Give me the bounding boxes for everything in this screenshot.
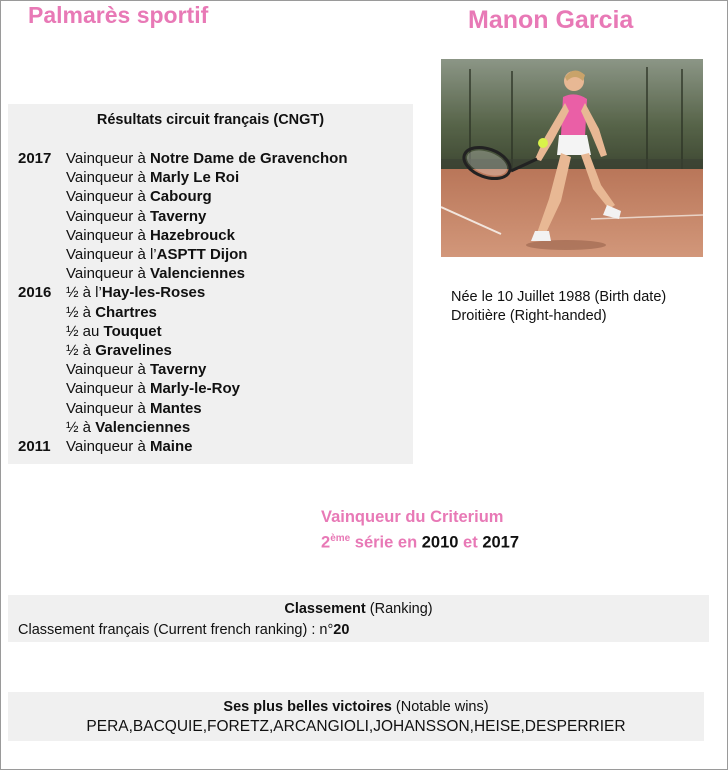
wins-heading-rest: (Notable wins) — [391, 699, 489, 715]
player-bio — [451, 288, 666, 326]
result-prefix: Vainqueur à — [66, 169, 150, 187]
result-place: Cabourg — [149, 188, 212, 206]
result-place: Chartres — [95, 303, 157, 321]
result-place: ASPTT Dijon — [156, 246, 248, 263]
result-text — [66, 208, 206, 225]
handedness: Droitière (Right-handed) — [451, 308, 607, 324]
criterium-line2 — [321, 528, 519, 554]
wins-heading-bold: Ses plus belles victoires — [223, 699, 392, 715]
result-text — [66, 265, 245, 282]
result-prefix: ½ à — [66, 342, 96, 359]
criterium-year-1: 2010 — [421, 533, 459, 552]
result-year: 2016 — [18, 284, 52, 302]
result-place: Taverny — [149, 361, 207, 379]
results-panel — [8, 104, 413, 464]
wins-heading — [8, 699, 704, 715]
criterium-year-2: 2017 — [482, 533, 520, 552]
result-prefix: Vainqueur à l’ — [66, 246, 157, 263]
result-year: 2011 — [18, 438, 51, 455]
wins-panel — [8, 692, 704, 741]
player-name: Manon Garcia — [468, 6, 634, 34]
result-text — [66, 342, 172, 359]
result-text — [66, 380, 240, 397]
result-place: Valenciennes — [149, 265, 246, 283]
result-year: 2017 — [18, 150, 52, 167]
ranking-heading-rest: (Ranking) — [365, 601, 433, 617]
section-title: Palmarès sportif — [28, 2, 209, 28]
result-place: Hay-les-Roses — [101, 284, 206, 302]
result-prefix: ½ à — [66, 418, 96, 436]
criterium-rank-number: 2 — [321, 533, 331, 552]
player-photo — [441, 59, 703, 257]
result-place: Mantes — [149, 399, 202, 417]
ranking-panel — [8, 595, 709, 642]
result-prefix: Vainqueur à — [66, 265, 150, 283]
result-place: Marly-le-Roy — [149, 380, 240, 398]
ranking-label: Classement français (Current french ranking) : n° — [18, 622, 334, 638]
result-prefix: Vainqueur à — [66, 438, 150, 455]
wins-names: PERA,BACQUIE,FORETZ,ARCANGIOLI,JOHANSSON,HEISE,DESPERRIER — [86, 718, 626, 735]
result-place: Maine — [149, 438, 193, 455]
result-place: Marly Le Roi — [149, 169, 240, 187]
criterium-serie-text: série en — [350, 533, 422, 552]
result-place: Notre Dame de Gravenchon — [149, 150, 348, 167]
result-text — [66, 246, 247, 263]
ranking-heading-bold: Classement — [284, 601, 366, 617]
result-text — [66, 284, 205, 301]
result-prefix: Vainqueur à — [66, 399, 150, 417]
criterium-block — [321, 506, 519, 554]
criterium-and: et — [458, 533, 483, 552]
ranking-heading — [8, 601, 709, 617]
result-prefix: Vainqueur à — [66, 207, 150, 225]
result-text — [66, 361, 206, 378]
result-text — [66, 438, 192, 455]
result-prefix: Vainqueur à — [66, 361, 150, 379]
result-place: Gravelines — [95, 342, 172, 359]
result-place: Taverny — [149, 207, 207, 225]
result-text — [66, 188, 212, 205]
result-text — [66, 150, 348, 167]
result-prefix: Vainqueur à — [66, 188, 150, 206]
result-place: Touquet — [103, 322, 162, 340]
criterium-line1: Vainqueur du Criterium — [321, 508, 504, 526]
result-prefix: Vainqueur à — [66, 150, 150, 167]
results-heading: Résultats circuit français (CNGT) — [96, 112, 325, 128]
birth-date: Née le 10 Juillet 1988 (Birth date) — [451, 289, 667, 305]
result-text — [66, 169, 239, 186]
tennis-player-image — [441, 59, 703, 257]
result-text — [66, 419, 190, 436]
result-prefix: Vainqueur à — [66, 380, 150, 398]
result-text — [66, 400, 202, 417]
result-prefix: ½ à l’ — [66, 284, 102, 302]
result-text — [66, 323, 162, 340]
result-prefix: ½ à — [66, 303, 96, 321]
result-place: Valenciennes — [95, 418, 191, 436]
result-text — [66, 304, 157, 321]
criterium-rank-suffix: ème — [330, 533, 351, 544]
ranking-line — [18, 622, 349, 638]
result-prefix: Vainqueur à — [66, 226, 150, 244]
ranking-value: 20 — [333, 622, 350, 638]
result-prefix: ½ au — [66, 322, 104, 340]
result-text — [66, 227, 235, 244]
result-place: Hazebrouck — [149, 226, 235, 244]
